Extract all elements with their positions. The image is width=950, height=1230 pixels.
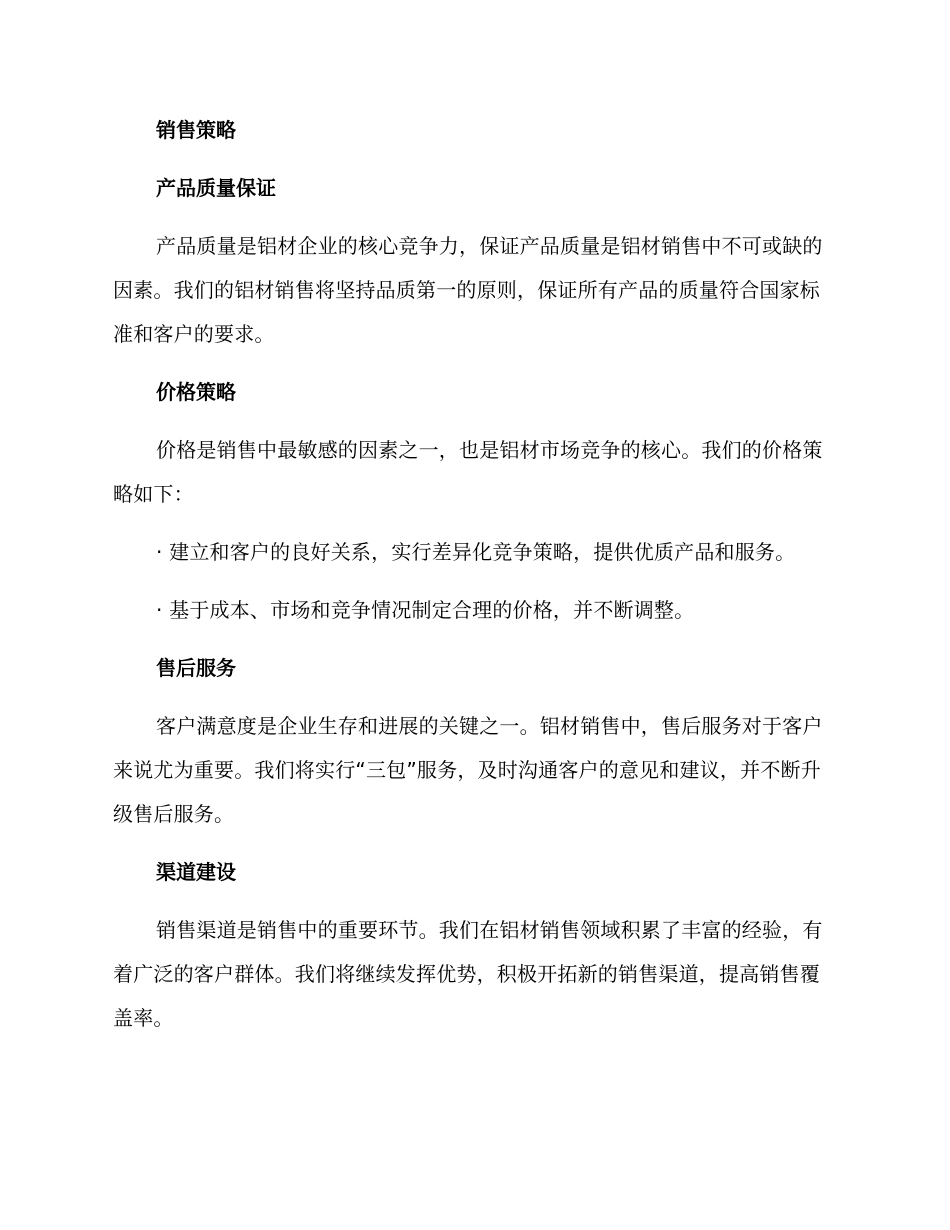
paragraph-channels: 销售渠道是销售中的重要环节。我们在铝材销售领域积累了丰富的经验，有着广泛的客户群体。我们将继续发挥优势，积极开拓新的销售渠道，提高销售覆盖率。 — [113, 918, 823, 1030]
section-heading-after-sales: 售后服务 — [156, 656, 236, 680]
document-body — [113, 108, 833, 1054]
paragraph-price: 价格是销售中最敏感的因素之一，也是铝材市场竞争的核心。我们的价格策略如下： — [113, 438, 823, 506]
paragraph-quality: 产品质量是铝材企业的核心竞争力，保证产品质量是铝材销售中不可或缺的因素。我们的铝材销售将坚持品质第一的原则，保证所有产品的质量符合国家标准和客户的要求。 — [113, 234, 823, 346]
section-heading-channels: 渠道建设 — [156, 860, 236, 884]
document-title: 销售策略 — [156, 118, 236, 142]
section-heading-quality: 产品质量保证 — [156, 176, 276, 200]
bullet-item-price-2: · 基于成本、市场和竞争情况制定合理的价格，并不断调整。 — [156, 598, 695, 622]
section-heading-price: 价格策略 — [156, 380, 236, 404]
paragraph-after-sales: 客户满意度是企业生存和进展的关键之一。铝材销售中，售后服务对于客户来说尤为重要。我们将实行“三包”服务，及时沟通客户的意见和建议，并不断升级售后服务。 — [113, 714, 823, 826]
bullet-item-price-1: · 建立和客户的良好关系，实行差异化竞争策略，提供优质产品和服务。 — [156, 540, 796, 564]
